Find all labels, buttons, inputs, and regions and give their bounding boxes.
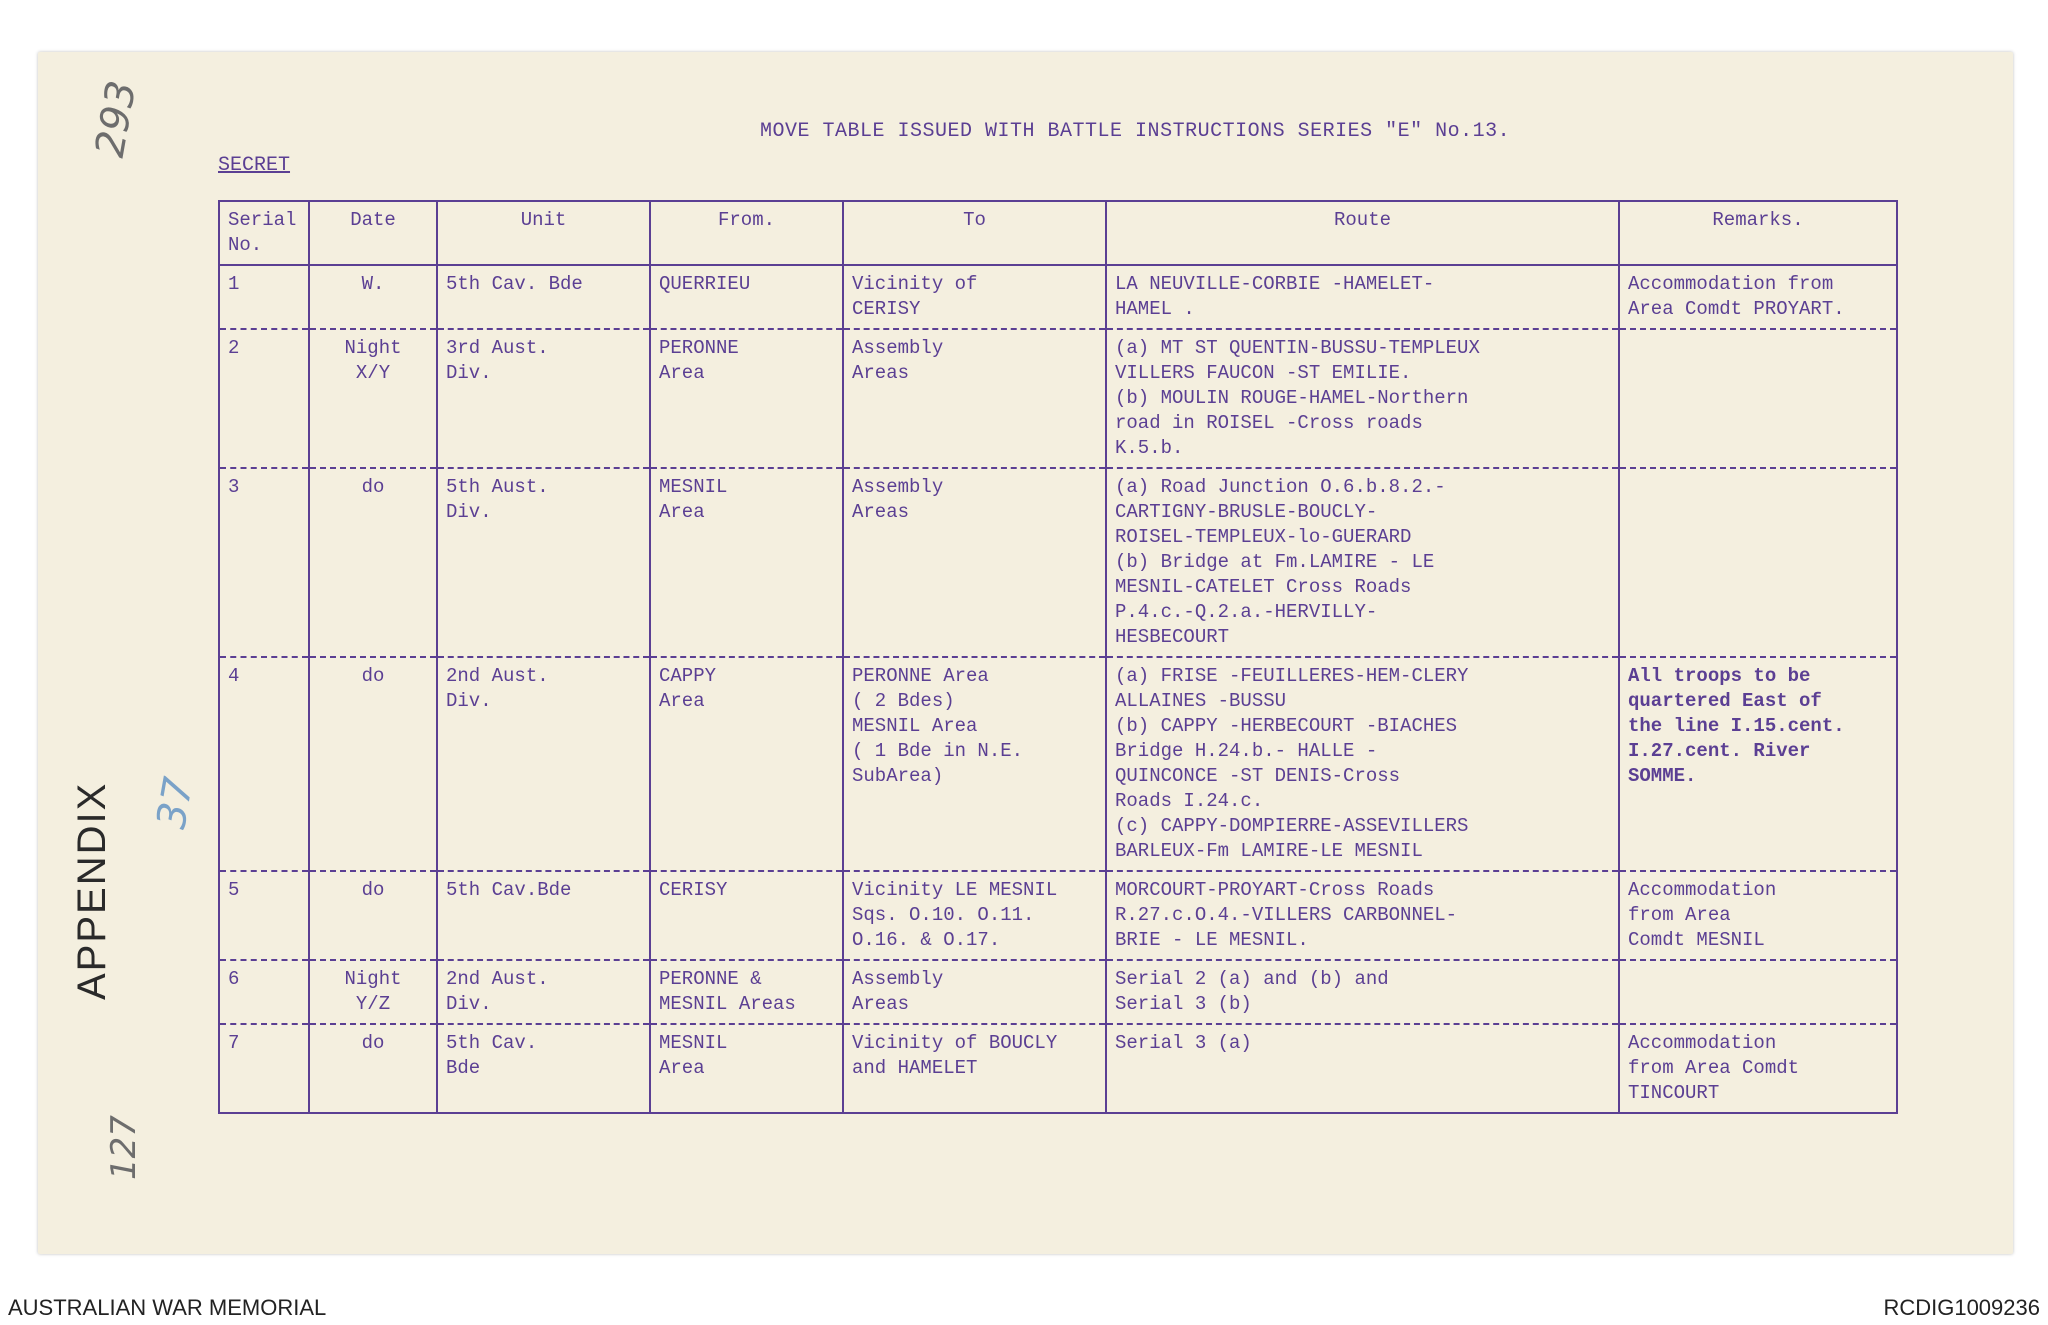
cell-remarks: Accommodation from Area Comdt PROYART. [1619,265,1897,329]
cell-unit: 3rd Aust. Div. [437,329,650,468]
cell-serial: 3 [219,468,309,657]
cell-to: PERONNE Area ( 2 Bdes) MESNIL Area ( 1 Bde in N.E. SubArea) [843,657,1106,871]
cell-remarks [1619,329,1897,468]
cell-route: Serial 3 (a) [1106,1024,1619,1113]
appendix-number: 37 [148,773,203,833]
cell-to: Assembly Areas [843,960,1106,1024]
cell-to: Vicinity of BOUCLY and HAMELET [843,1024,1106,1113]
table-row [219,265,1897,329]
cell-date: Night Y/Z [309,960,437,1024]
cell-from: CERISY [650,871,843,960]
cell-serial: 1 [219,265,309,329]
cell-date: Night X/Y [309,329,437,468]
appendix-stamp: APPENDIX [70,781,114,1000]
header-unit: Unit [437,201,650,265]
footer-archive-credit: AUSTRALIAN WAR MEMORIAL [8,1295,327,1320]
table-header-row [219,201,1897,265]
cell-from: QUERRIEU [650,265,843,329]
pencil-folio-number: 293 [86,77,146,161]
classification-label: SECRET [218,154,291,177]
cell-from: MESNIL Area [650,1024,843,1113]
cell-remarks: Accommodation from Area Comdt MESNIL [1619,871,1897,960]
header-date: Date [309,201,437,265]
cell-date: W. [309,265,437,329]
cell-from: MESNIL Area [650,468,843,657]
cell-unit: 2nd Aust. Div. [437,960,650,1024]
document-title: MOVE TABLE ISSUED WITH BATTLE INSTRUCTIONS SERIES "E" No.13. [760,120,1511,143]
header-remarks: Remarks. [1619,201,1897,265]
cell-serial: 2 [219,329,309,468]
table-row [219,657,1897,871]
footer-record-id: RCDIG1009236 [1883,1295,2040,1320]
cell-unit: 5th Cav.Bde [437,871,650,960]
cell-from: PERONNE Area [650,329,843,468]
table-row [219,871,1897,960]
cell-date: do [309,657,437,871]
cell-from: CAPPY Area [650,657,843,871]
cell-to: Assembly Areas [843,329,1106,468]
cell-unit: 5th Cav. Bde [437,265,650,329]
cell-remarks: Accommodation from Area Comdt TINCOURT [1619,1024,1897,1113]
cell-route: (a) MT ST QUENTIN-BUSSU-TEMPLEUX VILLERS FAUCON -ST EMILIE. (b) MOULIN ROUGE-HAMEL-Northern road in ROISEL -Cross roads K.5.b. [1106,329,1619,468]
header-to: To [843,201,1106,265]
cell-to: Vicinity of CERISY [843,265,1106,329]
pencil-side-number: 127 [104,1115,144,1180]
cell-serial: 7 [219,1024,309,1113]
cell-route: (a) FRISE -FEUILLERES-HEM-CLERY ALLAINES -BUSSU (b) CAPPY -HERBECOURT -BIACHES Bridge H.24.b.- HALLE - QUINCONCE -ST DENIS-Cross Roads I.24.c. (c) CAPPY-DOMPIERRE-ASSEVILLERS BARLEUX-Fm LAMIRE-LE MESNIL [1106,657,1619,871]
cell-to: Vicinity LE MESNIL Sqs. O.10. O.11. O.16. & O.17. [843,871,1106,960]
cell-unit: 5th Aust. Div. [437,468,650,657]
cell-route: Serial 2 (a) and (b) and Serial 3 (b) [1106,960,1619,1024]
cell-date: do [309,1024,437,1113]
cell-date: do [309,468,437,657]
table-row [219,1024,1897,1113]
header-from: From. [650,201,843,265]
cell-serial: 4 [219,657,309,871]
cell-serial: 5 [219,871,309,960]
cell-from: PERONNE & MESNIL Areas [650,960,843,1024]
cell-to: Assembly Areas [843,468,1106,657]
header-serial: Serial No. [219,201,309,265]
cell-route: (a) Road Junction O.6.b.8.2.- CARTIGNY-BRUSLE-BOUCLY- ROISEL-TEMPLEUX-lo-GUERARD (b) Bridge at Fm.LAMIRE - LE MESNIL-CATELET Cross Roads P.4.c.-Q.2.a.-HERVILLY- HESBECOURT [1106,468,1619,657]
cell-serial: 6 [219,960,309,1024]
move-table [218,200,1898,1114]
table-row [219,468,1897,657]
cell-route: LA NEUVILLE-CORBIE -HAMELET- HAMEL . [1106,265,1619,329]
cell-date: do [309,871,437,960]
table-row [219,329,1897,468]
cell-remarks: All troops to be quartered East of the line I.15.cent. I.27.cent. River SOMME. [1619,657,1897,871]
table-row [219,960,1897,1024]
cell-route: MORCOURT-PROYART-Cross Roads R.27.c.O.4.-VILLERS CARBONNEL- BRIE - LE MESNIL. [1106,871,1619,960]
cell-unit: 5th Cav. Bde [437,1024,650,1113]
cell-remarks [1619,468,1897,657]
cell-remarks [1619,960,1897,1024]
cell-unit: 2nd Aust. Div. [437,657,650,871]
header-route: Route [1106,201,1619,265]
